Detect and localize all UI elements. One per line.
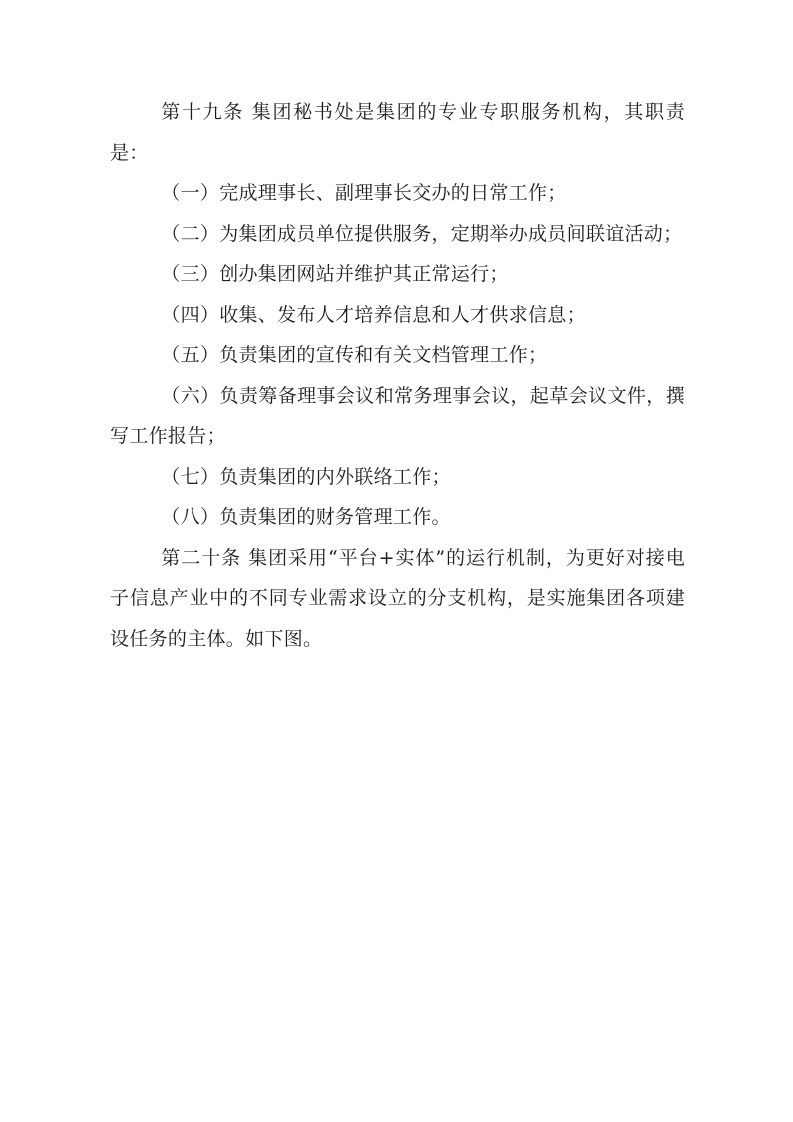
duty-item-1: （一）完成理事长、副理事长交办的日常工作； [161, 182, 567, 204]
duty-item-4: （四）收集、发布人才培养信息和人才供求信息； [161, 303, 586, 326]
document-body [110, 92, 685, 659]
duty-item-5: （五）负责集团的宣传和有关文档管理工作； [161, 344, 548, 366]
duty-item-7: （七）负责集团的内外联络工作； [161, 465, 451, 488]
duty-item-3: （三）创办集团网站并维护其正常运行； [161, 263, 509, 285]
duty-item-8: （八）负责集团的财务管理工作。 [161, 506, 451, 528]
duty-item-6: （六）负责筹备理事会议和常务理事会议，起草会议文件，撰写工作报告； [110, 384, 685, 447]
article-19-paragraph: 第十九条 集团秘书处是集团的专业专职服务机构，其职责是： [110, 101, 685, 164]
duty-item-2: （二）为集团成员单位提供服务，定期举办成员间联谊活动； [161, 222, 683, 245]
article-20-paragraph: 第二十条 集团采用“平台+实体”的运行机制，为更好对接电子信息产业中的不同专业需求设立的分支机构，是实施集团各项建设任务的主体。如下图。 [110, 546, 685, 650]
